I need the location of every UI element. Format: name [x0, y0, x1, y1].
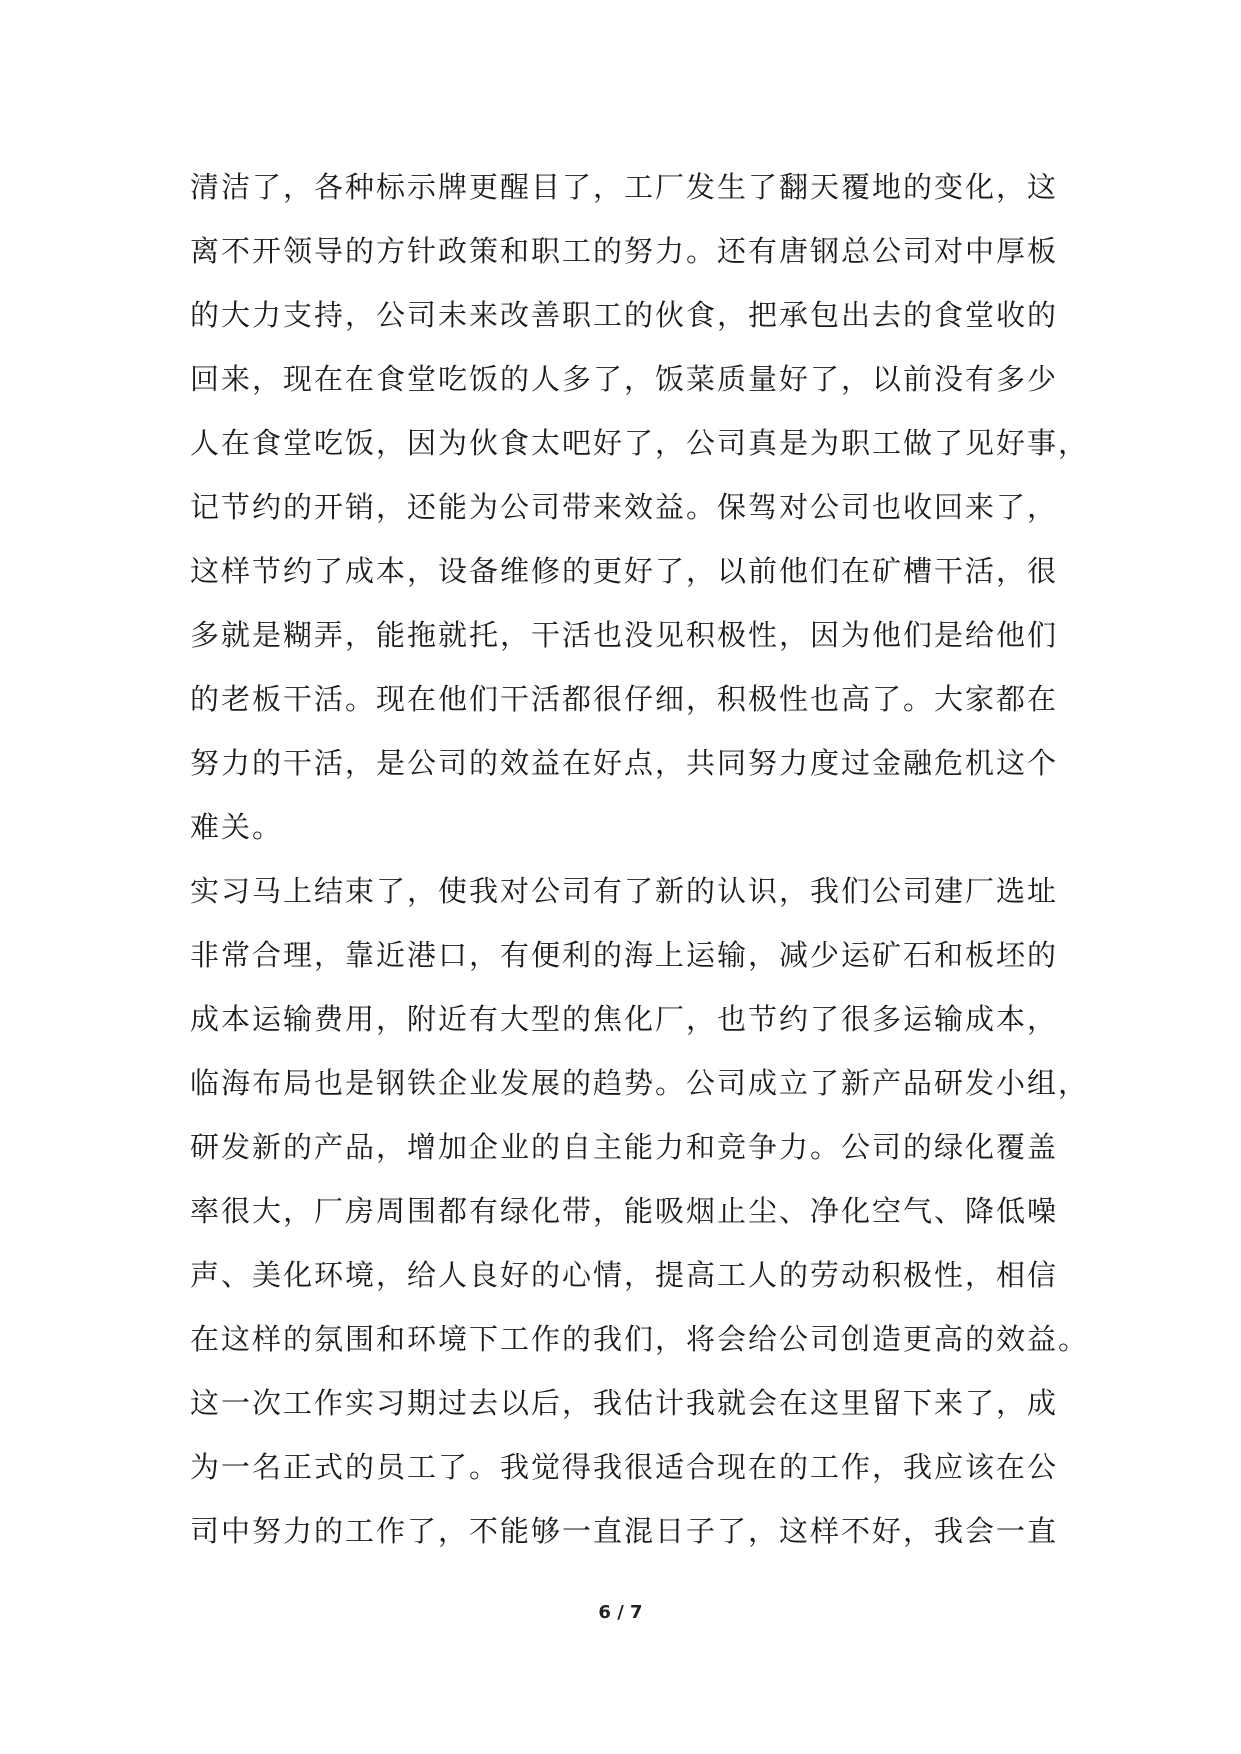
page-number: 6 / 7 — [598, 1602, 643, 1623]
text-line: 的大力支持，公司未来改善职工的伙食，把承包出去的食堂收的 — [190, 298, 1059, 332]
text-line: 研发新的产品，增加企业的自主能力和竞争力。公司的绿化覆盖 — [190, 1130, 1059, 1164]
text-line: 为一名正式的员工了。我觉得我很适合现在的工作，我应该在公 — [190, 1450, 1059, 1484]
text-line: 实习马上结束了，使我对公司有了新的认识，我们公司建厂选址 — [190, 874, 1059, 908]
text-line: 在这样的氛围和环境下工作的我们，将会给公司创造更高的效益。 — [190, 1322, 1090, 1356]
text-line: 非常合理，靠近港口，有便利的海上运输，减少运矿石和板坯的 — [190, 938, 1059, 972]
text-line: 回来，现在在食堂吃饭的人多了，饭菜质量好了，以前没有多少 — [190, 362, 1059, 396]
text-line: 这样节约了成本，设备维修的更好了，以前他们在矿槽干活，很 — [190, 554, 1059, 588]
paragraph-2 — [190, 859, 1090, 1563]
text-line: 人在食堂吃饭，因为伙食太吧好了，公司真是为职工做了见好事， — [190, 426, 1090, 460]
text-line: 清洁了，各种标示牌更醒目了，工厂发生了翻天覆地的变化，这 — [190, 170, 1059, 204]
text-line: 成本运输费用，附近有大型的焦化厂，也节约了很多运输成本， — [190, 1002, 1059, 1036]
text-line: 声、美化环境，给人良好的心情，提高工人的劳动积极性，相信 — [190, 1258, 1059, 1292]
text-line: 多就是糊弄，能拖就托，干活也没见积极性，因为他们是给他们 — [190, 618, 1059, 652]
text-line: 离不开领导的方针政策和职工的努力。还有唐钢总公司对中厚板 — [190, 234, 1059, 268]
text-line: 率很大，厂房周围都有绿化带，能吸烟止尘、净化空气、降低噪 — [190, 1194, 1059, 1228]
paragraph-1 — [190, 155, 1090, 859]
text-line: 的老板干活。现在他们干活都很仔细，积极性也高了。大家都在 — [190, 682, 1059, 716]
text-line: 这一次工作实习期过去以后，我估计我就会在这里留下来了，成 — [190, 1386, 1059, 1420]
text-line: 司中努力的工作了，不能够一直混日子了，这样不好，我会一直 — [190, 1514, 1059, 1548]
body-text — [190, 155, 1090, 1563]
text-line: 努力的干活，是公司的效益在好点，共同努力度过金融危机这个 — [190, 746, 1059, 780]
text-line: 难关。 — [190, 810, 284, 844]
text-line: 临海布局也是钢铁企业发展的趋势。公司成立了新产品研发小组， — [190, 1066, 1090, 1100]
text-line: 记节约的开销，还能为公司带来效益。保驾对公司也收回来了， — [190, 490, 1059, 524]
